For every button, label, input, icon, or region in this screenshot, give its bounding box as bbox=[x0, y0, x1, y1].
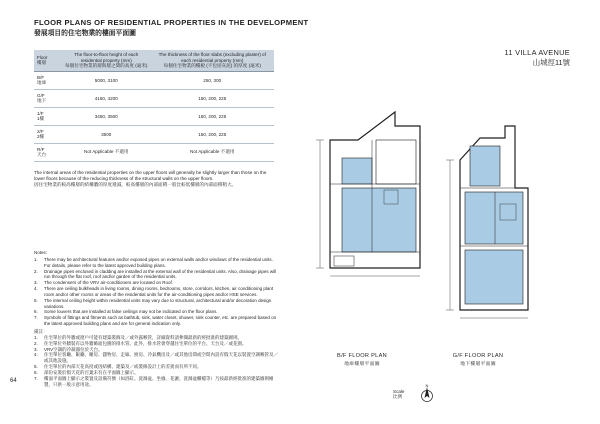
list-item: 4. 住宅單位客廳、飯廳、睡房、儲物房、走廊、廚房、冷氣機房及／或其他房間或空間內設有假天花以裝置空調喉管及／或其他設施。 bbox=[34, 352, 278, 364]
list-item: 3. VRV空調的冷凝器位於天台。 bbox=[34, 346, 103, 352]
list-item: 3. The condensers of the VRV air-conditioners are located on Roof. bbox=[34, 280, 173, 286]
list-item: 2. Drainage pipes enclosed in cladding are installed at the external wall of the residential units. Also, drainage pipes will run through the flat roof, roof and/or garden of the residential units. bbox=[34, 268, 277, 280]
list-item: 5. The internal ceiling height within residential units may vary due to structural, architectural and/or decoration design variations. bbox=[34, 297, 272, 309]
height-column-header: The floor-to-floor height of each residential property (mm) 每個住宅物業的層與層之間的高度 (毫米) bbox=[62, 50, 151, 71]
notes-list-zh bbox=[34, 335, 280, 388]
list-item: 7. 樓面平面圖上顯示之裝置及設備符號（如浴缸、洗滌盆、坐廁、花灑、洗滌盆櫃檯等）乃按最新經批准的建築圖則繪製，只供一般示意用途。 bbox=[34, 375, 274, 387]
north-label: N bbox=[425, 384, 429, 388]
notes-section bbox=[34, 250, 280, 387]
ground-plan-label: G/F FLOOR PLAN 地下樓層平面圖 bbox=[452, 353, 504, 367]
list-item: 1. There may be architectural features and/or exposed pipes on external walls and/or windows of the residential units. For details, please refer to the latest approved building plans. bbox=[34, 256, 273, 268]
basement-floor-plan bbox=[316, 112, 420, 276]
page-title-chinese: 發展項目的住宅物業的樓面平面圖 bbox=[34, 30, 136, 37]
list-item: 7. Symbols of fittings and fitments such as bathtub, sink, water closet, shower, sink counter, etc. are prepared based on the latest approved building plans and are for general indication only. bbox=[34, 315, 277, 327]
page-title: FLOOR PLANS OF RESIDENTIAL PROPERTIES IN THE DEVELOPMENT bbox=[34, 18, 309, 27]
notes-heading: Notes: bbox=[34, 250, 48, 255]
floor-column-header: Floor 樓層 bbox=[34, 50, 62, 71]
north-arrow-icon bbox=[420, 384, 434, 404]
table-row: 1/F 1樓 3450, 3500 150, 200, 225 bbox=[34, 107, 274, 125]
property-address: 11 VILLA AVENUE bbox=[504, 48, 570, 57]
notes-list-en bbox=[34, 257, 280, 327]
table-row: R/F 天台 Not Applicable 不適用 Not Applicable 不適用 bbox=[34, 143, 274, 161]
list-item: 6. 部份安裝於假天花的百葉未有在平面圖上顯示。 bbox=[34, 369, 139, 375]
notes-heading-chinese: 備註： bbox=[34, 328, 48, 334]
basement-plan-label: B/F FLOOR PLAN 地庫樓層平面圖 bbox=[337, 353, 387, 367]
table-row: 2/F 2樓 3500 150, 200, 225 bbox=[34, 125, 274, 143]
scale-label: Scale 比例 bbox=[393, 389, 405, 399]
internal-area-statement: The internal areas of the residential properties on the upper floors will generally be slightly larger than those on the lower floors because of the reducing thickness of the structural walls on the upper floors. 因住宅物業的較高樓層的結構牆的厚度遞減，較高樓層的內部面積一般比較低樓層的內部面積稍大。 bbox=[34, 170, 267, 188]
property-address-chinese: 山城徑11號 bbox=[532, 58, 570, 67]
floor-height-table bbox=[34, 50, 274, 162]
ground-floor-plan bbox=[446, 126, 528, 318]
list-item: 4. There are ceiling bulkheads in living rooms, dining rooms, bedrooms, store, corridors, kitchen, air conditioning plant room and/or other rooms or areas of the residential units for the air-conditioning pipes and/or HSE services. bbox=[34, 286, 274, 297]
table-row: B/F 地庫 5000, 3100 250, 300 bbox=[34, 71, 274, 89]
list-item: 5. 住宅單位的內部天花高度或因結構、建築及／或裝修設計上的差異而有所不同。 bbox=[34, 364, 202, 370]
slab-column-header: The thickness of the floor slabs (excluding plaster) of each residential property (mm) 每個住宅物業的樓板 (不包括灰泥) 的厚度 (毫米) bbox=[151, 50, 275, 71]
list-item: 2. 住宅單位外牆裝有以外牆飾面包圍的排水管。此外，排水管會穿越住宅單位的平台、天台及／或花園。 bbox=[34, 340, 247, 346]
list-item: 1. 住宅單位的外牆或窗戶可能有建築裝飾及／或外露喉管，詳細資料請參閱最新的經批准的建築圖則。 bbox=[34, 334, 242, 340]
floor-plans-drawing bbox=[300, 80, 590, 370]
list-item: 6. Some louvers that are installed at false ceilings may not be indicated on the floor plans. bbox=[34, 309, 218, 315]
table-row: G/F 地下 4150, 4200 150, 200, 225 bbox=[34, 89, 274, 107]
page-number: 64 bbox=[10, 378, 17, 384]
